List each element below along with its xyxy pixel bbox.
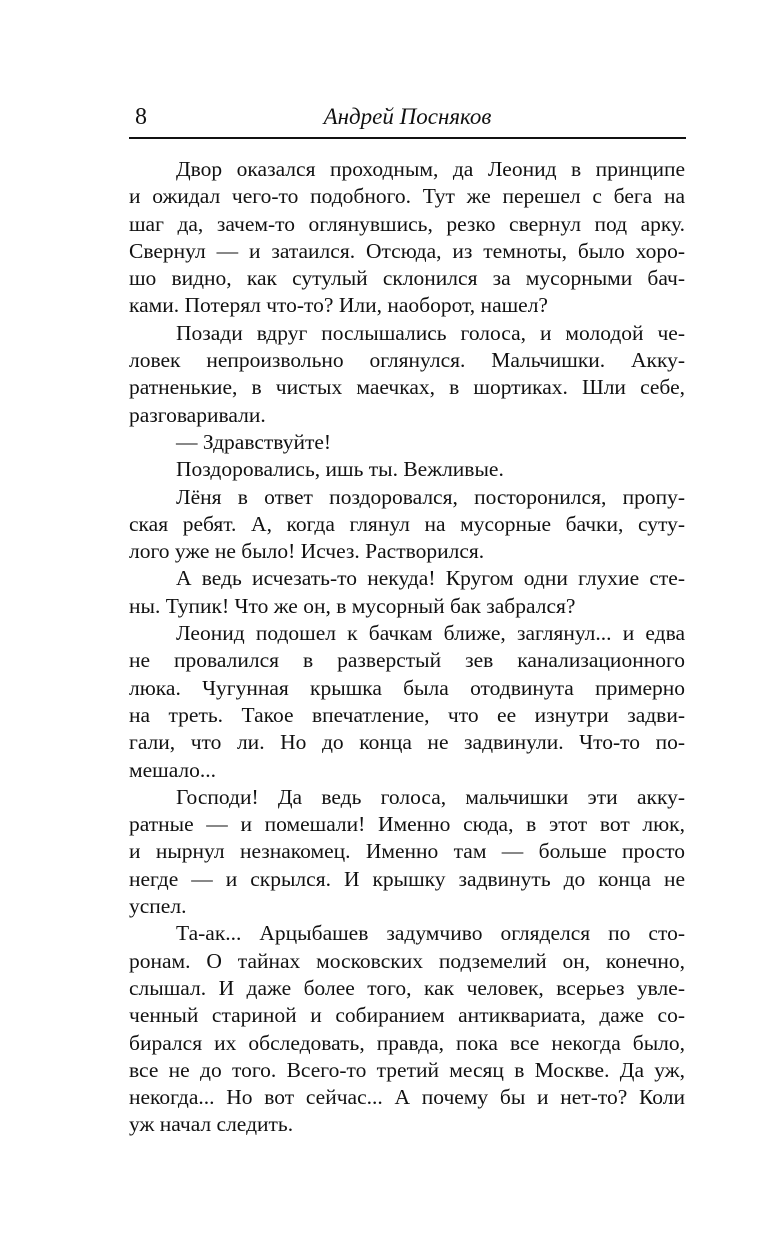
page-header — [129, 100, 686, 136]
text-line: Свернул — и затаился. Отсюда, из темноты, было хоро- — [129, 238, 685, 263]
text-line: бирался их обследовать, правда, пока все некогда было, — [129, 1030, 685, 1055]
text-line: ловек непроизвольно оглянулся. Мальчишки. Акку- — [129, 348, 685, 373]
paragraph — [129, 620, 685, 784]
text-line: Поздоровались, ишь ты. Вежливые. — [176, 457, 504, 482]
header-rule — [129, 137, 686, 139]
paragraph — [129, 565, 685, 620]
body-text — [129, 156, 685, 1139]
text-line: — Здравствуйте! — [176, 429, 332, 454]
paragraph — [129, 456, 685, 483]
text-line: не провалился в разверстый зев канализационного — [129, 648, 685, 673]
paragraph — [129, 429, 685, 456]
text-line: мешало... — [129, 757, 217, 782]
page-number: 8 — [135, 104, 147, 130]
paragraph — [129, 784, 685, 920]
paragraph — [129, 156, 685, 320]
text-line: А ведь исчезать-то некуда! Кругом одни глухие сте- — [176, 566, 685, 591]
text-line: ченный стариной и собиранием антиквариата, даже со- — [129, 1003, 685, 1028]
text-line: лого уже не было! Исчез. Растворился. — [129, 539, 485, 564]
text-line: на треть. Такое впечатление, что ее изнутри задви- — [129, 702, 685, 727]
text-line: и ожидал чего-то подобного. Тут же перешел с бега на — [129, 184, 685, 209]
text-line: люка. Чугунная крышка была отодвинута примерно — [129, 675, 685, 700]
text-line: и нырнул незнакомец. Именно там — больше просто — [129, 839, 685, 864]
text-line: шо видно, как сутулый склонился за мусорными бач- — [129, 266, 685, 291]
paragraph — [129, 484, 685, 566]
text-line: Господи! Да ведь голоса, мальчишки эти акку- — [176, 784, 685, 809]
text-line: ны. Тупик! Что же он, в мусорный бак забрался? — [129, 593, 576, 618]
text-line: уж начал следить. — [129, 1112, 294, 1137]
text-line: гали, что ли. Но до конца не задвинули. Что-то по- — [129, 730, 685, 755]
text-line: ронам. О тайнах московских подземелий он, конечно, — [129, 948, 685, 973]
text-line: успел. — [129, 894, 187, 919]
text-line: некогда... Но вот сейчас... А почему бы и нет-то? Коли — [129, 1085, 685, 1110]
text-line: ками. Потерял что-то? Или, наоборот, нашел? — [129, 293, 548, 318]
text-line: Леонид подошел к бачкам ближе, заглянул... и едва — [176, 621, 685, 646]
paragraph — [129, 320, 685, 429]
text-line: Лёня в ответ поздоровался, посторонился, пропу- — [176, 484, 685, 509]
text-line: ская ребят. А, когда глянул на мусорные бачки, суту- — [129, 511, 685, 536]
text-line: все не до того. Всего-то третий месяц в Москве. Да уж, — [129, 1057, 685, 1082]
text-line: шаг да, зачем-то оглянувшись, резко свернул под арку. — [129, 211, 685, 236]
running-title: Андрей Посняков — [323, 104, 492, 129]
text-line: ратные — и помешали! Именно сюда, в этот вот люк, — [129, 812, 685, 837]
text-line: разговаривали. — [129, 402, 266, 427]
text-line: слышал. И даже более того, как человек, всерьез увле- — [129, 975, 685, 1000]
text-line: Та-ак... Арцыбашев задумчиво огляделся по сто- — [176, 921, 685, 946]
text-line: Двор оказался проходным, да Леонид в принципе — [176, 157, 685, 181]
paragraph — [129, 920, 685, 1138]
text-line: Позади вдруг послышались голоса, и молодой че- — [176, 320, 685, 345]
text-line: негде — и скрылся. И крышку задвинуть до конца не — [129, 866, 685, 891]
text-line: ратненькие, в чистых маечках, в шортиках. Шли себе, — [129, 375, 685, 400]
